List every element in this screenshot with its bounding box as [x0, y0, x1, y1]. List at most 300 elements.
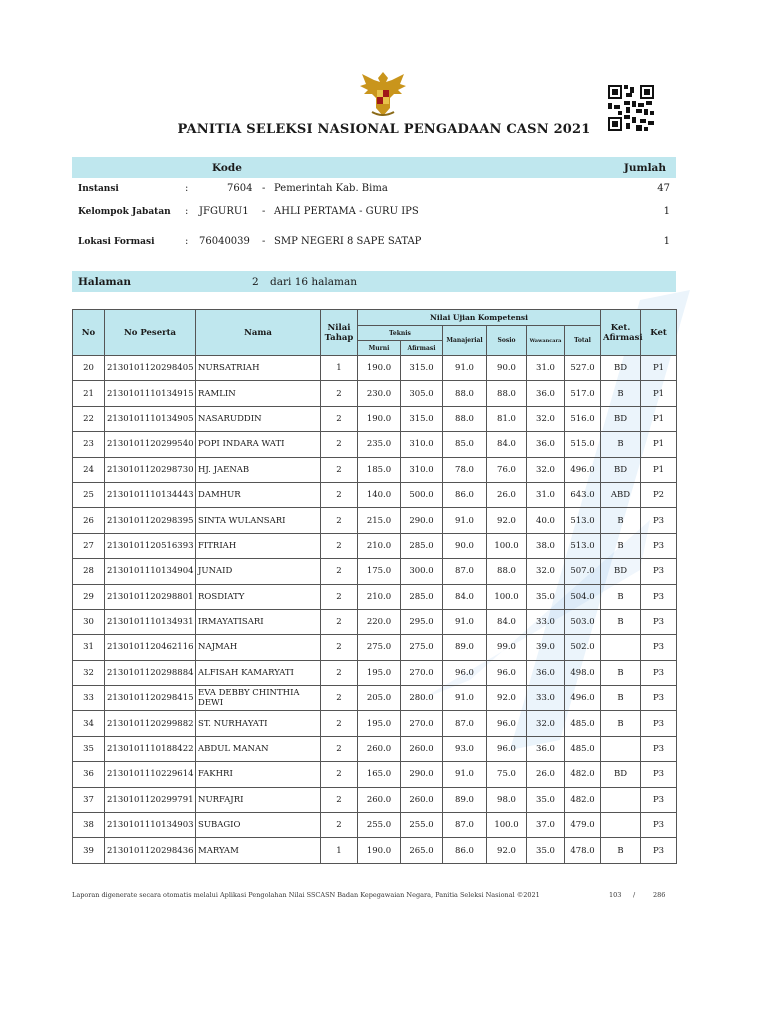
cell-no: 23 — [73, 432, 105, 457]
cell-wawancara: 35.0 — [527, 787, 565, 812]
table-row — [73, 787, 677, 812]
cell-sosio: 75.0 — [487, 762, 527, 787]
cell-sosio: 81.0 — [487, 406, 527, 431]
cell-afirmasi: 305.0 — [401, 381, 443, 406]
cell-afirmasi: 295.0 — [401, 609, 443, 634]
cell-ket-afirmasi: BD — [601, 762, 641, 787]
cell-sosio: 99.0 — [487, 635, 527, 660]
cell-afirmasi: 300.0 — [401, 559, 443, 584]
cell-total: 513.0 — [565, 533, 601, 558]
cell-no-peserta: 2130101120298884 — [105, 660, 196, 685]
cell-ket-afirmasi: B — [601, 584, 641, 609]
cell-manajerial: 78.0 — [443, 457, 487, 482]
cell-total: 496.0 — [565, 457, 601, 482]
cell-murni: 210.0 — [358, 584, 401, 609]
cell-wawancara: 31.0 — [527, 482, 565, 507]
cell-afirmasi: 265.0 — [401, 838, 443, 863]
cell-no: 24 — [73, 457, 105, 482]
cell-no-peserta: 2130101110188422 — [105, 736, 196, 761]
cell-sosio: 92.0 — [487, 838, 527, 863]
cell-murni: 195.0 — [358, 711, 401, 736]
cell-nama: HJ. JAENAB — [196, 457, 321, 482]
cell-wawancara: 31.0 — [527, 356, 565, 381]
cell-sosio: 100.0 — [487, 533, 527, 558]
cell-wawancara: 26.0 — [527, 762, 565, 787]
table-row — [73, 686, 677, 711]
lokasi-count: 1 — [663, 236, 670, 247]
jabatan-code: JFGURU1 — [199, 206, 249, 217]
cell-ket: P3 — [641, 635, 677, 660]
cell-afirmasi: 310.0 — [401, 432, 443, 457]
cell-wawancara: 33.0 — [527, 609, 565, 634]
cell-afirmasi: 280.0 — [401, 686, 443, 711]
cell-sosio: 92.0 — [487, 508, 527, 533]
halaman-number: 2 — [252, 276, 259, 288]
instansi-label: Instansi — [78, 184, 119, 194]
cell-no: 28 — [73, 559, 105, 584]
instansi-code: 7604 — [227, 183, 253, 194]
cell-manajerial: 91.0 — [443, 762, 487, 787]
cell-wawancara: 36.0 — [527, 736, 565, 761]
cell-ket: P3 — [641, 533, 677, 558]
instansi-dash: - — [262, 183, 266, 194]
cell-nilai-tahap: 2 — [321, 711, 358, 736]
cell-no: 20 — [73, 356, 105, 381]
cell-sosio: 90.0 — [487, 356, 527, 381]
lokasi-dash: - — [262, 236, 266, 247]
cell-no-peserta: 2130101120299540 — [105, 432, 196, 457]
cell-ket-afirmasi: B — [601, 660, 641, 685]
cell-ket-afirmasi: B — [601, 508, 641, 533]
cell-murni: 195.0 — [358, 660, 401, 685]
cell-manajerial: 91.0 — [443, 356, 487, 381]
page-title: PANITIA SELEKSI NASIONAL PENGADAAN CASN 2021 — [177, 122, 591, 137]
table-row — [73, 533, 677, 558]
cell-nilai-tahap: 2 — [321, 660, 358, 685]
cell-ket: P3 — [641, 686, 677, 711]
cell-murni: 165.0 — [358, 762, 401, 787]
header-total: Total — [565, 326, 601, 356]
cell-afirmasi: 500.0 — [401, 482, 443, 507]
footer-total: 286 — [653, 891, 666, 899]
cell-afirmasi: 285.0 — [401, 584, 443, 609]
instansi-count: 47 — [657, 183, 670, 194]
cell-no: 32 — [73, 660, 105, 685]
header-nama: Nama — [196, 310, 321, 356]
cell-nilai-tahap: 2 — [321, 482, 358, 507]
cell-ket-afirmasi — [601, 736, 641, 761]
cell-total: 478.0 — [565, 838, 601, 863]
cell-ket-afirmasi: BD — [601, 356, 641, 381]
cell-murni: 190.0 — [358, 356, 401, 381]
cell-total: 515.0 — [565, 432, 601, 457]
cell-nilai-tahap: 2 — [321, 432, 358, 457]
cell-total: 507.0 — [565, 559, 601, 584]
cell-no-peserta: 2130101120299882 — [105, 711, 196, 736]
jumlah-label: Jumlah — [623, 162, 666, 174]
cell-nama: IRMAYATISARI — [196, 609, 321, 634]
cell-nama: MARYAM — [196, 838, 321, 863]
cell-ket: P3 — [641, 838, 677, 863]
cell-manajerial: 87.0 — [443, 559, 487, 584]
cell-ket: P3 — [641, 508, 677, 533]
cell-murni: 175.0 — [358, 559, 401, 584]
table-row — [73, 559, 677, 584]
cell-manajerial: 88.0 — [443, 406, 487, 431]
cell-ket-afirmasi: BD — [601, 559, 641, 584]
cell-no-peserta: 2130101120299791 — [105, 787, 196, 812]
cell-ket: P3 — [641, 711, 677, 736]
cell-total: 643.0 — [565, 482, 601, 507]
cell-afirmasi: 260.0 — [401, 787, 443, 812]
table-body — [73, 356, 677, 864]
cell-ket-afirmasi — [601, 787, 641, 812]
cell-nilai-tahap: 2 — [321, 813, 358, 838]
cell-ket-afirmasi — [601, 813, 641, 838]
cell-murni: 215.0 — [358, 508, 401, 533]
cell-total: 496.0 — [565, 686, 601, 711]
jabatan-name: AHLI PERTAMA - GURU IPS — [274, 206, 419, 217]
lokasi-row — [72, 236, 676, 252]
cell-afirmasi: 290.0 — [401, 762, 443, 787]
cell-murni: 140.0 — [358, 482, 401, 507]
header-afirmasi: Afirmasi — [401, 341, 443, 356]
cell-murni: 275.0 — [358, 635, 401, 660]
cell-wawancara: 36.0 — [527, 381, 565, 406]
cell-total: 513.0 — [565, 508, 601, 533]
halaman-label: Halaman — [78, 276, 132, 288]
cell-nilai-tahap: 2 — [321, 381, 358, 406]
cell-no-peserta: 2130101120298436 — [105, 838, 196, 863]
cell-sosio: 98.0 — [487, 787, 527, 812]
table-row — [73, 432, 677, 457]
table-row — [73, 635, 677, 660]
cell-total: 517.0 — [565, 381, 601, 406]
cell-no-peserta: 2130101120298415 — [105, 686, 196, 711]
cell-wawancara: 39.0 — [527, 635, 565, 660]
cell-murni: 230.0 — [358, 381, 401, 406]
cell-nama: NURFAJRI — [196, 787, 321, 812]
cell-no-peserta: 2130101120298801 — [105, 584, 196, 609]
cell-no: 22 — [73, 406, 105, 431]
cell-ket: P3 — [641, 762, 677, 787]
cell-nama: EVA DEBBY CHINTHIA DEWI — [196, 686, 321, 711]
cell-total: 502.0 — [565, 635, 601, 660]
cell-nama: ALFISAH KAMARYATI — [196, 660, 321, 685]
cell-manajerial: 87.0 — [443, 711, 487, 736]
cell-no-peserta: 2130101120298730 — [105, 457, 196, 482]
cell-manajerial: 91.0 — [443, 508, 487, 533]
cell-nilai-tahap: 2 — [321, 686, 358, 711]
cell-ket: P1 — [641, 432, 677, 457]
cell-sosio: 92.0 — [487, 686, 527, 711]
table-row — [73, 508, 677, 533]
cell-total: 503.0 — [565, 609, 601, 634]
results-table — [72, 309, 677, 864]
cell-murni: 210.0 — [358, 533, 401, 558]
cell-ket: P1 — [641, 406, 677, 431]
cell-ket-afirmasi: BD — [601, 457, 641, 482]
cell-murni: 190.0 — [358, 838, 401, 863]
cell-sosio: 88.0 — [487, 381, 527, 406]
cell-wawancara: 38.0 — [527, 533, 565, 558]
cell-afirmasi: 315.0 — [401, 356, 443, 381]
jabatan-label: Kelompok Jabatan — [78, 207, 171, 217]
cell-afirmasi: 275.0 — [401, 635, 443, 660]
cell-sosio: 100.0 — [487, 584, 527, 609]
cell-manajerial: 89.0 — [443, 787, 487, 812]
table-row — [73, 381, 677, 406]
cell-nama: ST. NURHAYATI — [196, 711, 321, 736]
cell-manajerial: 93.0 — [443, 736, 487, 761]
cell-murni: 255.0 — [358, 813, 401, 838]
cell-afirmasi: 310.0 — [401, 457, 443, 482]
cell-murni: 205.0 — [358, 686, 401, 711]
cell-no-peserta: 2130101110134915 — [105, 381, 196, 406]
cell-no-peserta: 2130101110134903 — [105, 813, 196, 838]
cell-wawancara: 36.0 — [527, 660, 565, 685]
cell-sosio: 96.0 — [487, 711, 527, 736]
cell-total: 498.0 — [565, 660, 601, 685]
cell-manajerial: 96.0 — [443, 660, 487, 685]
cell-murni: 235.0 — [358, 432, 401, 457]
cell-afirmasi: 270.0 — [401, 660, 443, 685]
instansi-name: Pemerintah Kab. Bima — [274, 183, 388, 194]
cell-nama: FITRIAH — [196, 533, 321, 558]
cell-wawancara: 32.0 — [527, 559, 565, 584]
header-nilai-tahap: Nilai Tahap — [321, 310, 358, 356]
cell-ket-afirmasi — [601, 635, 641, 660]
footer-page: 103 — [609, 891, 622, 899]
cell-wawancara: 32.0 — [527, 457, 565, 482]
cell-no: 37 — [73, 787, 105, 812]
cell-no: 25 — [73, 482, 105, 507]
cell-manajerial: 85.0 — [443, 432, 487, 457]
jabatan-row — [72, 206, 676, 222]
table-row — [73, 584, 677, 609]
cell-no: 36 — [73, 762, 105, 787]
cell-ket-afirmasi: B — [601, 686, 641, 711]
cell-murni: 190.0 — [358, 406, 401, 431]
cell-murni: 185.0 — [358, 457, 401, 482]
header-murni: Murni — [358, 341, 401, 356]
cell-ket: P3 — [641, 660, 677, 685]
cell-nama: NAJMAH — [196, 635, 321, 660]
cell-total: 516.0 — [565, 406, 601, 431]
table-row — [73, 482, 677, 507]
cell-murni: 260.0 — [358, 787, 401, 812]
cell-manajerial: 89.0 — [443, 635, 487, 660]
table-row — [73, 838, 677, 863]
instansi-row — [72, 183, 676, 199]
cell-ket-afirmasi: B — [601, 381, 641, 406]
cell-no-peserta: 2130101120298405 — [105, 356, 196, 381]
cell-nama: NASARUDDIN — [196, 406, 321, 431]
header-ket-afirmasi: Ket. Afirmasi — [601, 310, 641, 356]
cell-nama: DAMHUR — [196, 482, 321, 507]
table-row — [73, 813, 677, 838]
cell-ket-afirmasi: B — [601, 838, 641, 863]
cell-sosio: 100.0 — [487, 813, 527, 838]
cell-nama: POPI INDARA WATI — [196, 432, 321, 457]
lokasi-colon: : — [185, 236, 189, 247]
cell-ket-afirmasi: BD — [601, 406, 641, 431]
cell-manajerial: 86.0 — [443, 838, 487, 863]
instansi-colon: : — [185, 183, 189, 194]
cell-ket: P1 — [641, 457, 677, 482]
cell-sosio: 88.0 — [487, 559, 527, 584]
cell-ket-afirmasi: B — [601, 432, 641, 457]
cell-no: 31 — [73, 635, 105, 660]
cell-nilai-tahap: 2 — [321, 787, 358, 812]
cell-nama: JUNAID — [196, 559, 321, 584]
cell-no-peserta: 2130101110134931 — [105, 609, 196, 634]
cell-nilai-tahap: 2 — [321, 406, 358, 431]
cell-nilai-tahap: 2 — [321, 609, 358, 634]
cell-ket: P3 — [641, 813, 677, 838]
cell-nama: SINTA WULANSARI — [196, 508, 321, 533]
header-ket: Ket — [641, 310, 677, 356]
cell-nilai-tahap: 2 — [321, 762, 358, 787]
cell-no-peserta: 2130101120462116 — [105, 635, 196, 660]
cell-total: 479.0 — [565, 813, 601, 838]
cell-nilai-tahap: 2 — [321, 457, 358, 482]
cell-no: 38 — [73, 813, 105, 838]
kode-label: Kode — [212, 162, 242, 174]
cell-no-peserta: 2130101120516393 — [105, 533, 196, 558]
cell-wawancara: 33.0 — [527, 686, 565, 711]
cell-wawancara: 36.0 — [527, 432, 565, 457]
table-row — [73, 457, 677, 482]
cell-total: 527.0 — [565, 356, 601, 381]
cell-nilai-tahap: 1 — [321, 356, 358, 381]
cell-nama: ROSDIATY — [196, 584, 321, 609]
cell-total: 482.0 — [565, 787, 601, 812]
footer-note: Laporan digenerate secara otomatis melalui Aplikasi Pengolahan Nilai SSCASN Badan Kepegawaian Negara, Panitia Seleksi Nasional ©2021 — [72, 891, 540, 899]
cell-nilai-tahap: 2 — [321, 508, 358, 533]
cell-wawancara: 40.0 — [527, 508, 565, 533]
cell-nilai-tahap: 2 — [321, 736, 358, 761]
cell-no: 29 — [73, 584, 105, 609]
cell-ket: P3 — [641, 736, 677, 761]
table-row — [73, 609, 677, 634]
cell-nilai-tahap: 2 — [321, 559, 358, 584]
header-nilai-ujian: Nilai Ujian Kompetensi — [358, 310, 601, 326]
cell-ket-afirmasi: B — [601, 711, 641, 736]
cell-nama: NURSATRIAH — [196, 356, 321, 381]
cell-ket: P3 — [641, 787, 677, 812]
lokasi-code: 76040039 — [199, 236, 250, 247]
cell-nama: FAKHRI — [196, 762, 321, 787]
cell-afirmasi: 260.0 — [401, 736, 443, 761]
cell-no-peserta: 2130101110134443 — [105, 482, 196, 507]
cell-no: 35 — [73, 736, 105, 761]
cell-sosio: 76.0 — [487, 457, 527, 482]
lokasi-label: Lokasi Formasi — [78, 237, 155, 247]
cell-ket-afirmasi: B — [601, 609, 641, 634]
cell-manajerial: 88.0 — [443, 381, 487, 406]
cell-afirmasi: 290.0 — [401, 508, 443, 533]
cell-no-peserta: 2130101120298395 — [105, 508, 196, 533]
header-wawancara: Wawancara — [527, 326, 565, 356]
cell-manajerial: 91.0 — [443, 686, 487, 711]
cell-ket: P1 — [641, 381, 677, 406]
halaman-bar — [72, 271, 676, 292]
cell-no: 39 — [73, 838, 105, 863]
cell-no-peserta: 2130101110134904 — [105, 559, 196, 584]
header-manajerial: Manajerial — [443, 326, 487, 356]
cell-afirmasi: 285.0 — [401, 533, 443, 558]
table-row — [73, 660, 677, 685]
cell-sosio: 26.0 — [487, 482, 527, 507]
cell-nama: SUBAGIO — [196, 813, 321, 838]
cell-ket: P3 — [641, 609, 677, 634]
cell-total: 485.0 — [565, 736, 601, 761]
cell-ket: P3 — [641, 584, 677, 609]
cell-no: 21 — [73, 381, 105, 406]
cell-no: 27 — [73, 533, 105, 558]
header-sosio: Sosio — [487, 326, 527, 356]
cell-nilai-tahap: 2 — [321, 584, 358, 609]
cell-sosio: 96.0 — [487, 660, 527, 685]
cell-afirmasi: 255.0 — [401, 813, 443, 838]
cell-sosio: 96.0 — [487, 736, 527, 761]
cell-manajerial: 91.0 — [443, 609, 487, 634]
cell-manajerial: 86.0 — [443, 482, 487, 507]
jabatan-colon: : — [185, 206, 189, 217]
cell-wawancara: 32.0 — [527, 406, 565, 431]
cell-no-peserta: 2130101110229614 — [105, 762, 196, 787]
cell-nama: ABDUL MANAN — [196, 736, 321, 761]
table-row — [73, 736, 677, 761]
cell-sosio: 84.0 — [487, 432, 527, 457]
halaman-text: dari 16 halaman — [270, 276, 358, 288]
footer-separator: / — [633, 891, 636, 899]
table-row — [73, 356, 677, 381]
cell-ket: P3 — [641, 559, 677, 584]
cell-no: 30 — [73, 609, 105, 634]
cell-murni: 220.0 — [358, 609, 401, 634]
cell-nilai-tahap: 2 — [321, 635, 358, 660]
cell-nilai-tahap: 2 — [321, 533, 358, 558]
cell-total: 482.0 — [565, 762, 601, 787]
table-row — [73, 762, 677, 787]
cell-wawancara: 32.0 — [527, 711, 565, 736]
jabatan-count: 1 — [663, 206, 670, 217]
cell-no-peserta: 2130101110134905 — [105, 406, 196, 431]
table-row — [73, 711, 677, 736]
cell-murni: 260.0 — [358, 736, 401, 761]
cell-total: 504.0 — [565, 584, 601, 609]
cell-sosio: 84.0 — [487, 609, 527, 634]
cell-afirmasi: 315.0 — [401, 406, 443, 431]
header-teknis: Teknis — [358, 326, 443, 341]
cell-manajerial: 87.0 — [443, 813, 487, 838]
info-header-bar — [72, 157, 676, 178]
header-no-peserta: No Peserta — [105, 310, 196, 356]
table-row — [73, 406, 677, 431]
cell-nilai-tahap: 1 — [321, 838, 358, 863]
cell-ket: P2 — [641, 482, 677, 507]
cell-wawancara: 35.0 — [527, 838, 565, 863]
cell-wawancara: 37.0 — [527, 813, 565, 838]
cell-ket-afirmasi: B — [601, 533, 641, 558]
cell-ket-afirmasi: ABD — [601, 482, 641, 507]
cell-manajerial: 90.0 — [443, 533, 487, 558]
cell-afirmasi: 270.0 — [401, 711, 443, 736]
jabatan-dash: - — [262, 206, 266, 217]
garuda-emblem-icon — [354, 68, 412, 120]
